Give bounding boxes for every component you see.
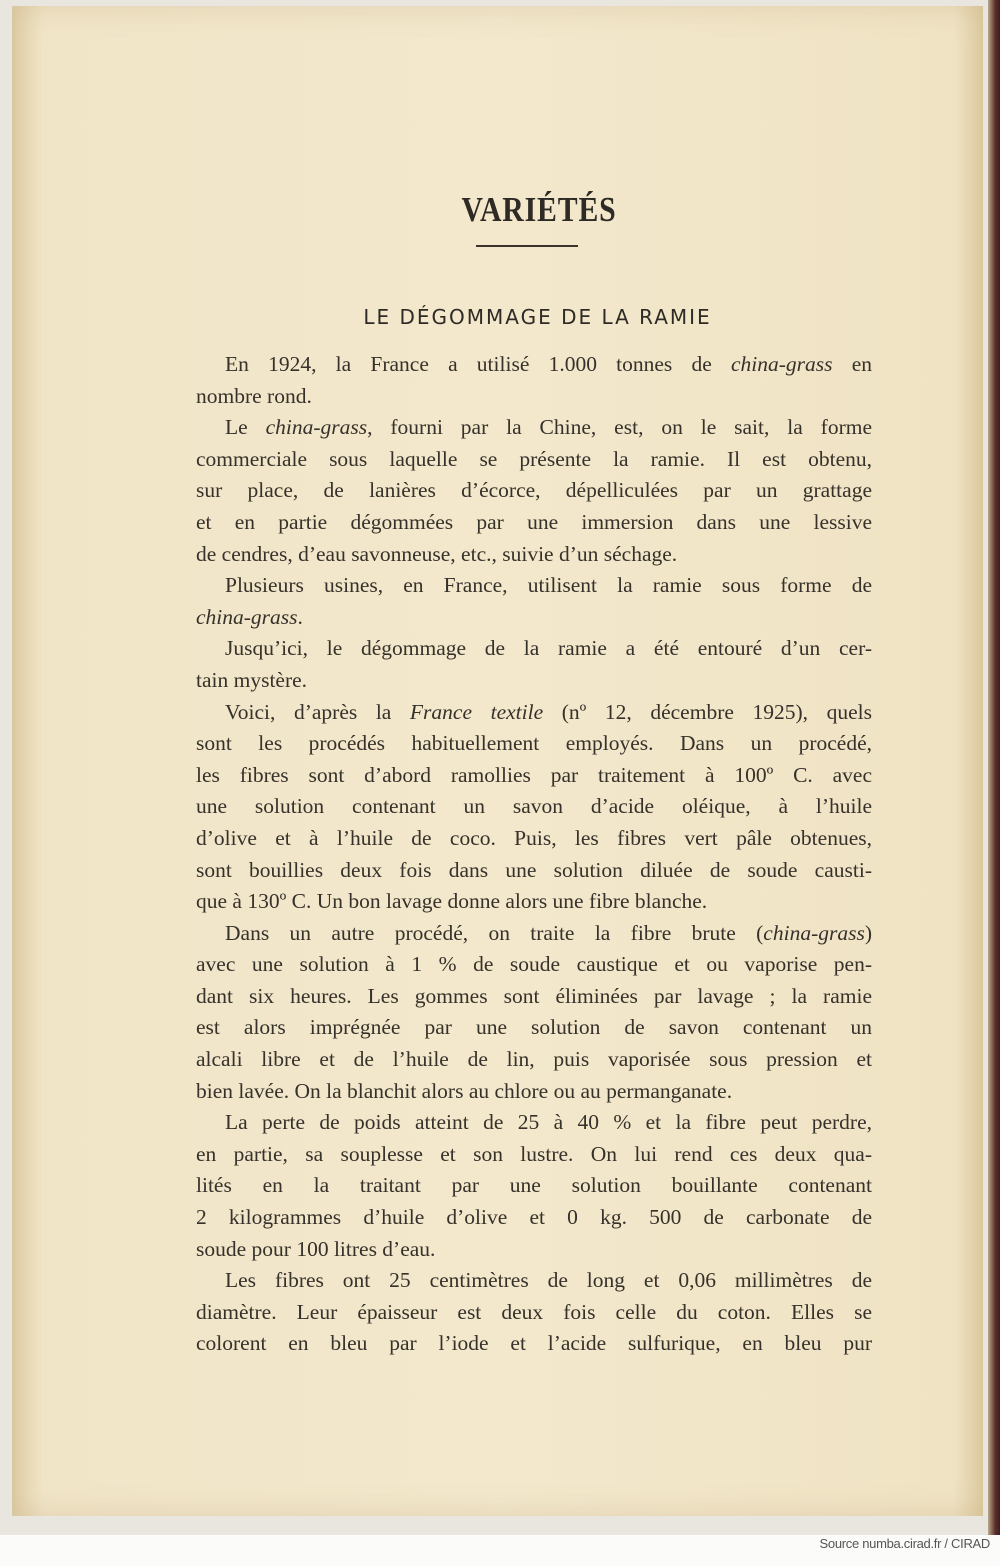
text-segment: Plusieurs usines, en France, utilisent la ramie sous forme de [225, 573, 872, 598]
text-line [196, 444, 872, 476]
text-segment: Les fibres ont 25 centimètres de long et 0,06 millimètres de [225, 1268, 872, 1293]
text-segment: La perte de poids atteint de 25 à 40 % et la fibre peut perdre, [225, 1110, 872, 1135]
text-line [196, 1297, 872, 1329]
text-segment: En 1924, la France a utilisé 1.000 tonnes de [225, 352, 731, 376]
text-segment: nombre rond. [196, 383, 312, 408]
text-segment: les fibres sont d’abord ramollies par traitement à 100º C. avec [196, 762, 872, 787]
italic-text: china-grass [265, 415, 368, 440]
heading-rule [476, 245, 578, 247]
italic-text: France textile [409, 699, 544, 724]
text-line [196, 886, 872, 918]
italic-text: china-grass [196, 604, 298, 629]
text-line [196, 570, 872, 602]
text-line [196, 381, 872, 413]
text-segment: alcali libre et de l’huile de lin, puis vaporisée sous pression et [196, 1047, 872, 1072]
text-segment: ) [864, 920, 872, 945]
text-segment: et en partie dégommées par une immersion dans une lessive [196, 509, 872, 534]
text-segment: Jusqu’ici, le dégommage de la ramie a été entouré d’un cer- [225, 636, 872, 661]
book-spine-edge [988, 0, 1000, 1535]
text-line [196, 349, 872, 381]
text-line [196, 823, 872, 855]
text-line [196, 475, 872, 507]
text-line [196, 412, 872, 444]
text-segment: , fourni par la Chine, est, on le sait, la forme [367, 415, 872, 440]
text-line [196, 1012, 872, 1044]
text-segment: une solution contenant un savon d’acide oléique, à l’huile [196, 794, 872, 819]
text-segment: bien lavée. On la blanchit alors au chlore ou au permanganate. [196, 1078, 733, 1103]
text-segment: d’olive et à l’huile de coco. Puis, les fibres vert pâle obtenues, [196, 825, 872, 850]
text-line [196, 665, 872, 697]
text-line [196, 1328, 872, 1360]
text-segment: . [297, 604, 303, 629]
text-line [196, 855, 872, 887]
text-line [196, 697, 872, 729]
article-title: LE DÉGOMMAGE DE LA RAMIE [363, 305, 712, 329]
text-segment: Voici, d’après la [225, 699, 410, 724]
text-segment: Dans un autre procédé, on traite la fibre brute ( [225, 920, 764, 945]
text-line [196, 507, 872, 539]
text-line [196, 1202, 872, 1234]
article-body [196, 349, 872, 1360]
section-heading: VARIÉTÉS [461, 190, 617, 229]
text-segment: sont bouillies deux fois dans une solution diluée de soude causti- [196, 857, 872, 882]
text-segment: sont les procédés habituellement employés. Dans un procédé, [196, 731, 872, 756]
text-line [196, 949, 872, 981]
text-segment: soude pour 100 litres d’eau. [196, 1236, 436, 1261]
text-segment: est alors imprégnée par une solution de savon contenant un [196, 1015, 872, 1040]
italic-text: china-grass [730, 352, 833, 376]
source-credit: Source numba.cirad.fr / CIRAD [819, 1536, 990, 1551]
italic-text: china-grass [763, 920, 865, 945]
text-line [196, 539, 872, 571]
text-segment: colorent en bleu par l’iode et l’acide sulfurique, en bleu pur [196, 1331, 872, 1356]
text-line [196, 602, 872, 634]
text-line [196, 1139, 872, 1171]
text-line [196, 918, 872, 950]
text-line [196, 981, 872, 1013]
text-line [196, 1044, 872, 1076]
text-segment: 2 kilogrammes d’huile d’olive et 0 kg. 500 de carbonate de [196, 1205, 872, 1230]
text-line [196, 633, 872, 665]
text-line [196, 760, 872, 792]
text-line [196, 1170, 872, 1202]
text-segment: lités en la traitant par une solution bouillante contenant [196, 1173, 872, 1198]
text-segment: commerciale sous laquelle se présente la ramie. Il est obtenu, [196, 446, 872, 471]
text-segment: sur place, de lanières d’écorce, dépelliculées par un grattage [196, 478, 872, 503]
text-line [196, 1234, 872, 1266]
text-line [196, 728, 872, 760]
text-segment: (nº 12, décembre 1925), quels [543, 699, 872, 724]
text-segment: en [832, 352, 872, 376]
text-segment: de cendres, d’eau savonneuse, etc., suivie d’un séchage. [196, 541, 678, 566]
text-line [196, 1076, 872, 1108]
text-segment: dant six heures. Les gommes sont éliminées par lavage ; la ramie [196, 983, 872, 1008]
text-segment: en partie, sa souplesse et son lustre. On lui rend ces deux qua- [196, 1141, 872, 1166]
text-segment: tain mystère. [196, 667, 308, 692]
text-segment: diamètre. Leur épaisseur est deux fois celle du coton. Elles se [196, 1299, 872, 1324]
text-line [196, 1265, 872, 1297]
text-segment: Le [225, 415, 266, 440]
text-segment: avec une solution à 1 % de soude caustique et ou vaporise pen- [196, 952, 872, 977]
text-line [196, 791, 872, 823]
text-segment: que à 130º C. Un bon lavage donne alors une fibre blanche. [196, 889, 708, 914]
text-line [196, 1107, 872, 1139]
